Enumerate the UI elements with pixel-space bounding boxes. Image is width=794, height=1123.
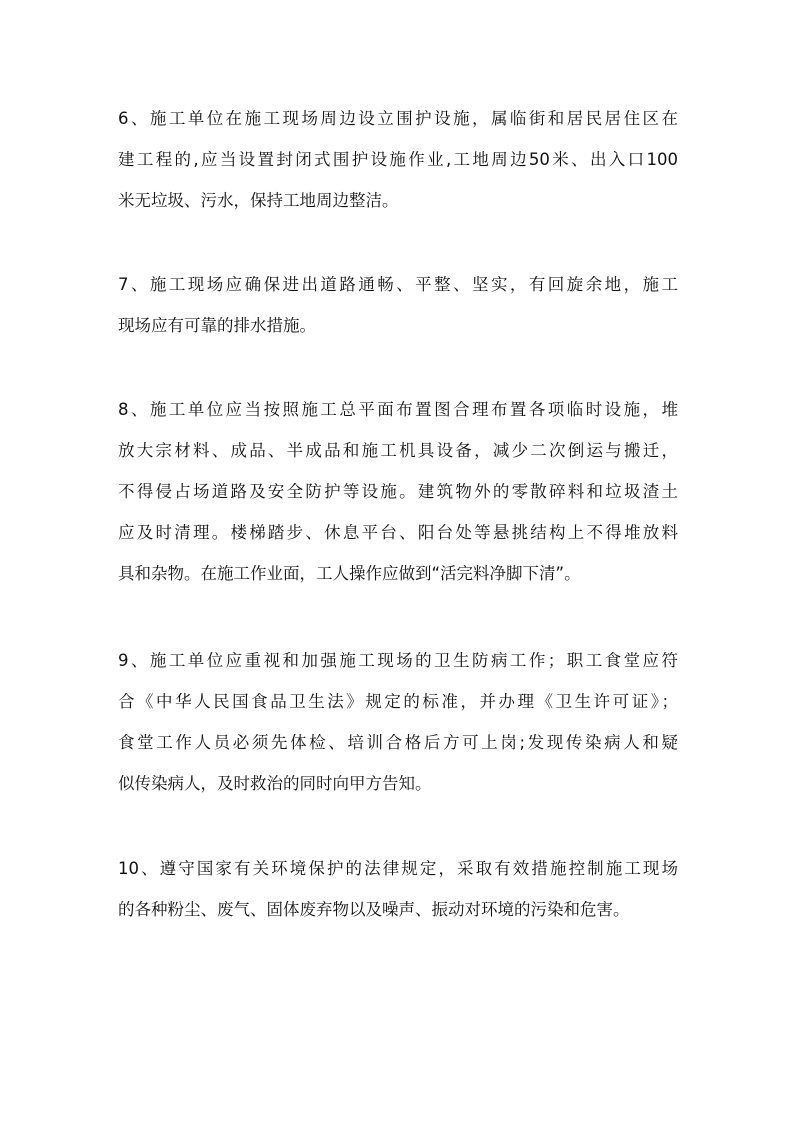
paragraph-line: 合《中华人民国食品卫生法》规定的标准，并办理《卫生许可证》；	[118, 692, 678, 711]
paragraph-line: 食堂工作人员必须先体检、培训合格后方可上岗;发现传染病人和疑	[118, 733, 678, 752]
paragraph-6	[118, 98, 678, 221]
paragraph-line: 的各种粉尘、废气、固体废弃物以及噪声、振动对环境的污染和危害。	[118, 900, 630, 919]
paragraph-line: 放大宗材料、成品、半成品和施工机具设备，减少二次倒运与搬迁，	[118, 441, 678, 460]
paragraph-line: 米无垃圾、污水，保持工地周边整洁。	[118, 191, 399, 210]
paragraph-line: 具和杂物。在施工作业面，工人操作应做到“活完料净脚下清”。	[118, 564, 581, 583]
paragraph-line: 8、施工单位应当按照施工总平面布置图合理布置各项临时设施，堆	[118, 400, 678, 419]
paragraph-line: 7、施工现场应确保进出道路通畅、平整、坚实，有回旋余地，施工	[118, 275, 678, 294]
paragraph-7	[118, 264, 678, 346]
paragraph-line: 10、遵守国家有关环境保护的法律规定，采取有效措施控制施工现场	[118, 859, 678, 878]
paragraph-line: 似传染病人，及时救治的同时向甲方告知。	[118, 774, 432, 793]
paragraph-8	[118, 389, 678, 594]
paragraph-line: 9、施工单位应重视和加强施工现场的卫生防病工作；职工食堂应符	[118, 651, 678, 670]
paragraph-10	[118, 848, 678, 930]
paragraph-line: 不得侵占场道路及安全防护等设施。建筑物外的零散碎料和垃圾渣土	[118, 482, 678, 501]
paragraph-9	[118, 640, 678, 804]
paragraph-line: 6、施工单位在施工现场周边设立围护设施，属临街和居民居住区在	[118, 109, 678, 128]
paragraph-line: 现场应有可靠的排水措施。	[118, 316, 316, 335]
paragraph-line: 应及时清理。楼梯踏步、休息平台、阳台处等悬挑结构上不得堆放料	[118, 523, 678, 542]
paragraph-line: 建工程的,应当设置封闭式围护设施作业,工地周边50米、出入口100	[118, 150, 678, 169]
